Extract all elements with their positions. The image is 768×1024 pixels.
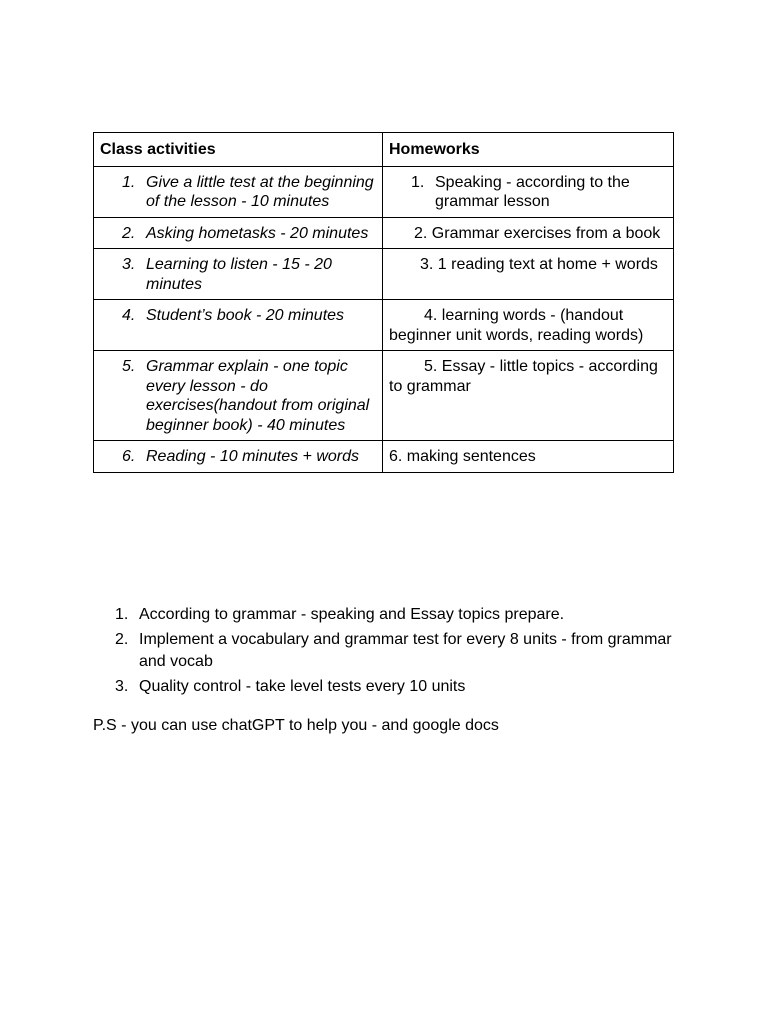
- activity-cell: [94, 351, 383, 441]
- lesson-plan-table: [93, 132, 674, 473]
- activity-number: 1.: [122, 173, 136, 191]
- homework-text: 6. making sentences: [389, 448, 536, 465]
- homework-text: Speaking - according to the grammar lesson: [435, 173, 630, 210]
- homework-cell: [383, 351, 674, 441]
- list-item-text: Quality control - take level tests every 10 units: [139, 678, 466, 695]
- homework-text: 5. Essay - little topics - according to grammar: [389, 358, 658, 395]
- list-item: [93, 604, 693, 626]
- activity-text: Give a little test at the beginning of the lesson - 10 minutes: [146, 173, 374, 210]
- header-homeworks: Homeworks: [383, 133, 674, 167]
- homework-text: 2. Grammar exercises from a book: [414, 224, 661, 242]
- table-row: [94, 300, 674, 351]
- list-item-text: Implement a vocabulary and grammar test for every 8 units - from grammar and vocab: [139, 631, 672, 670]
- list-item-number: 1.: [115, 606, 129, 623]
- table-row: [94, 441, 674, 473]
- list-item: [93, 676, 693, 698]
- activity-cell: [94, 249, 383, 300]
- table-row: [94, 249, 674, 300]
- header-class-activities: Class activities: [94, 133, 383, 167]
- list-item-text: According to grammar - speaking and Essay topics prepare.: [139, 606, 565, 623]
- table-row: [94, 217, 674, 249]
- homework-cell: [383, 441, 674, 473]
- activity-number: 2.: [122, 224, 136, 242]
- homework-cell: [383, 217, 674, 249]
- table-header-row: [94, 133, 674, 167]
- activity-cell: [94, 217, 383, 249]
- activity-text: Reading - 10 minutes + words: [146, 448, 359, 465]
- list-item-number: 2.: [115, 631, 129, 648]
- list-item: [93, 629, 693, 673]
- homework-number: 1.: [411, 173, 425, 191]
- activity-cell: [94, 166, 383, 217]
- activity-cell: [94, 300, 383, 351]
- activity-text: Student’s book - 20 minutes: [146, 307, 345, 324]
- notes-list: [93, 604, 693, 701]
- homework-cell: [383, 249, 674, 300]
- activity-number: 6.: [122, 448, 136, 465]
- activity-number: 5.: [122, 358, 136, 375]
- homework-text: 3. 1 reading text at home + words: [420, 256, 658, 273]
- postscript-note: P.S - you can use chatGPT to help you - and google docs: [93, 717, 499, 734]
- activity-text: Asking hometasks - 20 minutes: [146, 224, 369, 242]
- activity-text: Learning to listen - 15 - 20 minutes: [146, 256, 332, 293]
- activity-text: Grammar explain - one topic every lesson - do exercises(handout from original beginner book) - 40 minutes: [146, 358, 370, 434]
- homework-cell: [383, 166, 674, 217]
- activity-number: 3.: [122, 256, 136, 273]
- activity-number: 4.: [122, 307, 136, 324]
- table-row: [94, 166, 674, 217]
- table-row: [94, 351, 674, 441]
- list-item-number: 3.: [115, 678, 129, 695]
- activity-cell: [94, 441, 383, 473]
- homework-text: 4. learning words - (handout beginner unit words, reading words): [389, 307, 644, 344]
- homework-cell: [383, 300, 674, 351]
